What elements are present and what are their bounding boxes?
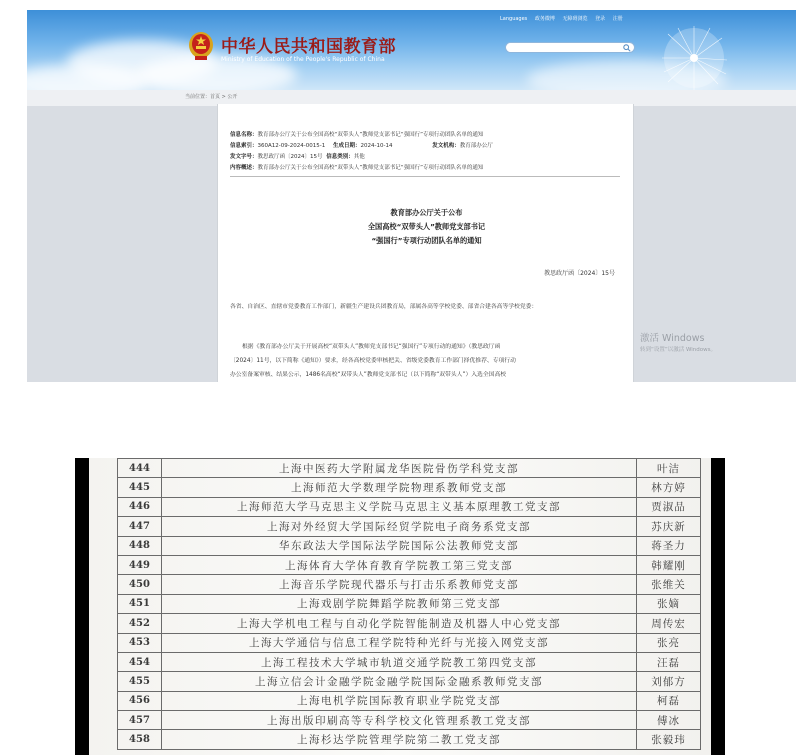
- row-unit-name: 上海音乐学院现代器乐与打击乐系教师党支部: [161, 575, 636, 594]
- document-title-line-2: 全国高校“双带头人”教师党支部书记: [367, 222, 486, 231]
- row-unit-name: 上海电机学院国际教育职业学院党支部: [161, 691, 636, 710]
- windows-activation-watermark: [640, 330, 716, 353]
- search-input[interactable]: [505, 42, 635, 53]
- row-number: 451: [118, 594, 162, 613]
- document-title-line-3: “强国行”专项行动团队名单的通知: [371, 236, 482, 245]
- top-link-login[interactable]: 登录: [595, 16, 606, 22]
- top-link-accessibility[interactable]: 无障碍浏览: [562, 16, 588, 22]
- row-number: 445: [118, 478, 162, 497]
- top-links: [500, 15, 629, 22]
- row-unit-name: 上海工程技术大学城市轨道交通学院教工第四党支部: [161, 652, 636, 671]
- body-line-1: 根据《教育部办公厅关于开展高校“双带头人”教师党支部书记“强国行”专项行动的通知》（教思政厅函: [242, 344, 501, 350]
- dandelion-decoration-icon: [652, 18, 737, 90]
- row-person-name: 周传宏: [637, 614, 701, 633]
- row-number: 450: [118, 575, 162, 594]
- document-panel: [217, 104, 634, 382]
- meta-summary: 内容概述：教育部办公厅关于公布全国高校“双带头人”教师党支部书记“强国行”专项行动团队名单的通知: [230, 165, 484, 171]
- row-person-name: 叶洁: [637, 459, 701, 478]
- row-person-name: 苏庆新: [637, 517, 701, 536]
- row-unit-name: 上海出版印刷高等专科学校文化管理系教工党支部: [161, 711, 636, 730]
- paper-sheet: [89, 458, 711, 755]
- row-number: 444: [118, 459, 162, 478]
- row-person-name: 汪磊: [637, 652, 701, 671]
- table-row: [118, 633, 701, 652]
- breadcrumb[interactable]: 当前位置：首页 > 公开: [185, 94, 238, 100]
- top-link-languages[interactable]: Languages: [500, 16, 528, 22]
- watermark-subtitle: 转到“设置”以激活 Windows。: [640, 347, 716, 353]
- row-person-name: 贾淑品: [637, 497, 701, 516]
- meta-doc-number-row: 发文字号：教思政厅函〔2024〕15号 信息类别：其他: [230, 154, 365, 160]
- row-unit-name: 上海大学机电工程与自动化学院智能制造及机器人中心党支部: [161, 614, 636, 633]
- site-title[interactable]: 中华人民共和国教育部: [221, 37, 396, 57]
- meta-index-row: 信息索引：360A12-09-2024-0015-1 生成日期：2024-10-14 发文机构：教育部办公厅: [230, 143, 493, 149]
- table-row: [118, 575, 701, 594]
- row-number: 447: [118, 517, 162, 536]
- site-banner: [27, 10, 796, 90]
- table-row: [118, 614, 701, 633]
- row-person-name: 张嫡: [637, 594, 701, 613]
- table-row: [118, 672, 701, 691]
- document-title-line-1: 教育部办公厅关于公布: [390, 208, 463, 217]
- row-person-name: 蒋圣力: [637, 536, 701, 555]
- meta-divider: [230, 176, 620, 177]
- document-recipients: 各省、自治区、直辖市党委教育工作部门，新疆生产建设兵团教育局，部属各高等学校党委、部省合建各高等学校党委：: [230, 304, 538, 310]
- row-person-name: 张亮: [637, 633, 701, 652]
- search-icon[interactable]: [623, 44, 631, 52]
- table-row: [118, 594, 701, 613]
- top-link-weibo[interactable]: 政务微博: [534, 16, 555, 22]
- table-row: [118, 478, 701, 497]
- row-person-name: 柯磊: [637, 691, 701, 710]
- meta-info-name: 信息名称：教育部办公厅关于公布全国高校“双带头人”教师党支部书记“强国行”专项行动团队名单的通知: [230, 132, 484, 138]
- document-number: 教思政厅函〔2024〕15号: [544, 270, 615, 277]
- table-row: [118, 555, 701, 574]
- table-row: [118, 711, 701, 730]
- row-person-name: 林方婷: [637, 478, 701, 497]
- row-number: 452: [118, 614, 162, 633]
- watermark-title: 激活 Windows: [640, 333, 705, 344]
- table-row: [118, 691, 701, 710]
- row-person-name: 韩耀刚: [637, 555, 701, 574]
- row-number: 453: [118, 633, 162, 652]
- row-person-name: 张维关: [637, 575, 701, 594]
- row-number: 457: [118, 711, 162, 730]
- row-unit-name: 上海戏剧学院舞蹈学院教师第三党支部: [161, 594, 636, 613]
- row-number: 456: [118, 691, 162, 710]
- row-unit-name: 上海师范大学数理学院物理系教师党支部: [161, 478, 636, 497]
- row-person-name: 张毅玮: [637, 730, 701, 749]
- row-unit-name: 上海对外经贸大学国际经贸学院电子商务系党支部: [161, 517, 636, 536]
- team-list-table: [117, 458, 701, 750]
- national-emblem-icon[interactable]: [187, 30, 215, 62]
- row-unit-name: 上海师范大学马克思主义学院马克思主义基本原理教工党支部: [161, 497, 636, 516]
- website-screenshot: [27, 10, 796, 382]
- table-row: [118, 459, 701, 478]
- body-line-2: 〔2024〕11号，以下简称《通知》）要求，经各高校党委审核把关、省级党委教育工作部门择优推荐、专项行动: [230, 358, 516, 364]
- table-row: [118, 536, 701, 555]
- table-row: [118, 730, 701, 749]
- site-subtitle: Ministry of Education of the People's Republic of China: [221, 56, 385, 63]
- row-unit-name: 上海大学通信与信息工程学院特种光纤与光接入网党支部: [161, 633, 636, 652]
- table-row: [118, 497, 701, 516]
- table-row: [118, 517, 701, 536]
- row-unit-name: 上海立信会计金融学院金融学院国际金融系教师党支部: [161, 672, 636, 691]
- table-row: [118, 652, 701, 671]
- row-unit-name: 上海中医药大学附属龙华医院骨伤学科党支部: [161, 459, 636, 478]
- row-unit-name: 华东政法大学国际法学院国际公法教师党支部: [161, 536, 636, 555]
- row-unit-name: 上海体育大学体育教育学院教工第三党支部: [161, 555, 636, 574]
- row-number: 458: [118, 730, 162, 749]
- body-line-3: 办公室备案审核、结果公示，1486名高校“双带头人”教师党支部书记（以下简称“双带头人”）入选全国高校: [230, 372, 507, 378]
- table-photo: [75, 458, 725, 755]
- top-link-register[interactable]: 注册: [612, 16, 623, 22]
- row-person-name: 傅冰: [637, 711, 701, 730]
- row-number: 446: [118, 497, 162, 516]
- row-person-name: 刘郁方: [637, 672, 701, 691]
- row-unit-name: 上海杉达学院管理学院第二教工党支部: [161, 730, 636, 749]
- row-number: 455: [118, 672, 162, 691]
- row-number: 454: [118, 652, 162, 671]
- row-number: 448: [118, 536, 162, 555]
- row-number: 449: [118, 555, 162, 574]
